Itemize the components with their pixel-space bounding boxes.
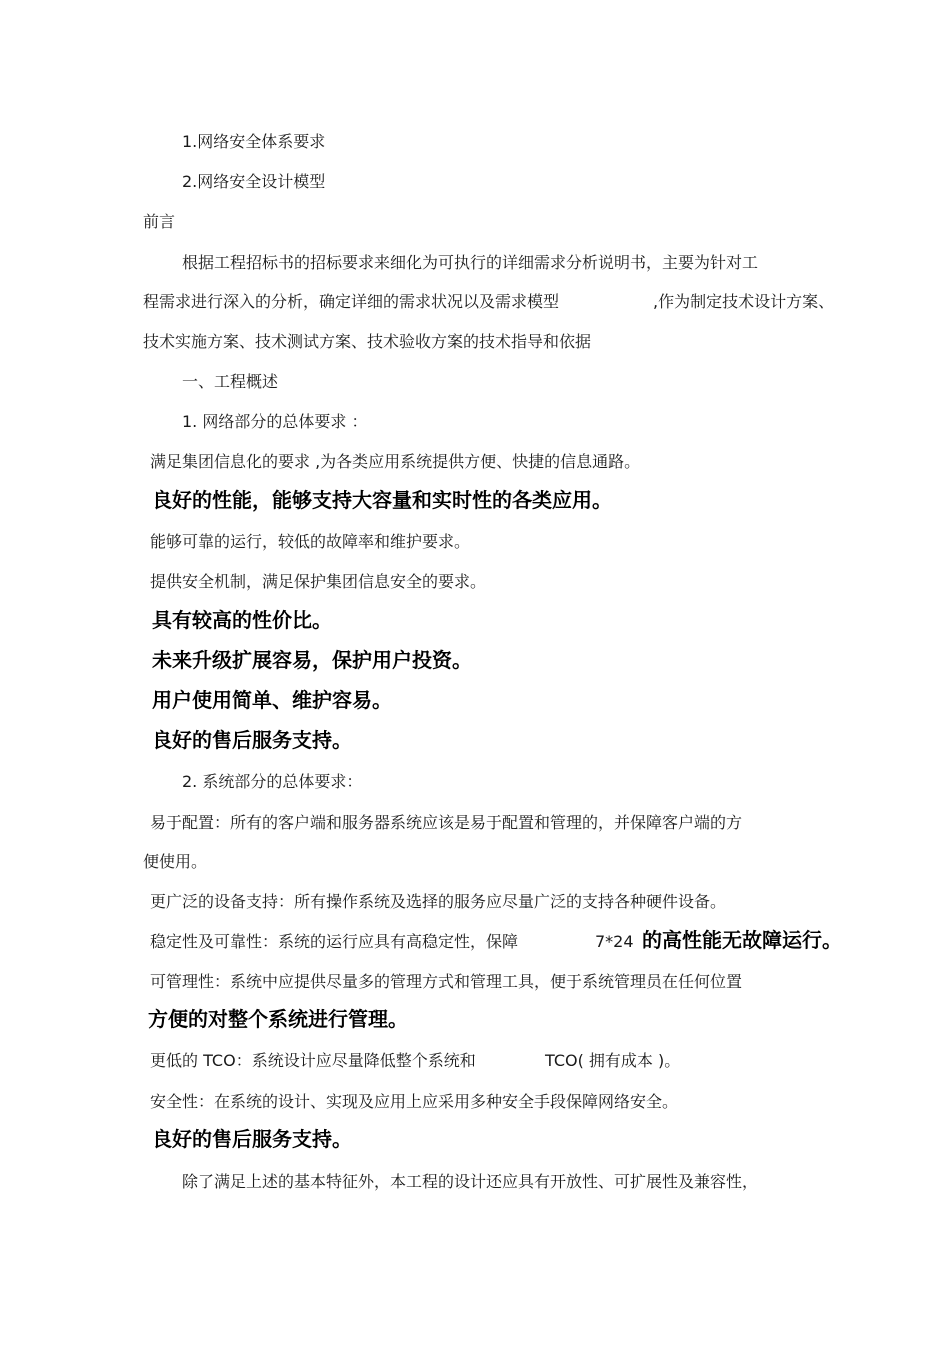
system-item-after-sales: 良好的售后服务支持。 [152,1127,352,1151]
toc-item-1: 1.网络安全体系要求 [182,132,326,151]
system-item-stability: 稳定性及可靠性：系统的运行应具有高稳定性，保障 [150,932,519,951]
system-item-manageability-line-1: 可管理性：系统中应提供尽量多的管理方式和管理工具，便于系统管理员在任何位置 [150,972,743,991]
preface-paragraph-line-3: 技术实施方案、技术测试方案、技术验收方案的技术指导和依据 [143,332,592,351]
network-item: 用户使用简单、维护容易。 [152,688,392,712]
system-item-security: 安全性：在系统的设计、实现及应用上应采用多种安全手段保障网络安全。 [150,1092,679,1111]
system-item-tco-tail: TCO( 拥有成本 )。 [545,1051,681,1070]
network-item: 能够可靠的运行，较低的故障率和维护要求。 [150,532,471,551]
system-item-manageability-line-2: 方便的对整个系统进行管理。 [148,1007,408,1031]
system-item-tco: 更低的 TCO：系统设计应尽量降低整个系统和 [150,1051,476,1070]
preface-heading: 前言 [143,212,176,231]
system-item-stability-hours: 7*24 [595,932,634,951]
network-item: 良好的性能，能够支持大容量和实时性的各类应用。 [152,488,612,512]
network-item: 具有较高的性价比。 [152,608,332,632]
network-item: 未来升级扩展容易，保护用户投资。 [152,648,472,672]
preface-paragraph-line-1: 根据工程招标书的招标要求来细化为可执行的详细需求分析说明书，主要为针对工 [182,253,759,272]
network-item: 满足集团信息化的要求 ,为各类应用系统提供方便、快捷的信息通路。 [150,452,641,471]
system-item-device-support: 更广泛的设备支持：所有操作系统及选择的服务应尽量广泛的支持各种硬件设备。 [150,892,727,911]
closing-paragraph: 除了满足上述的基本特征外，本工程的设计还应具有开放性、可扩展性及兼容性， [182,1172,759,1191]
system-item-config-line-2: 便使用。 [143,852,208,871]
toc-item-2: 2.网络安全设计模型 [182,172,326,191]
system-item-config-line-1: 易于配置：所有的客户端和服务器系统应该是易于配置和管理的，并保障客户端的方 [150,813,743,832]
preface-paragraph-line-2: 程需求进行深入的分析，确定详细的需求状况以及需求模型 [143,292,560,311]
preface-paragraph-line-2-tail: ,作为制定技术设计方案、 [653,292,835,311]
system-item-stability-tail: 的高性能无故障运行。 [642,928,842,952]
system-requirements-heading: 2. 系统部分的总体要求： [182,772,363,791]
section-heading-overview: 一、工程概述 [182,372,279,391]
network-item: 良好的售后服务支持。 [152,728,352,752]
network-requirements-heading: 1. 网络部分的总体要求 ： [182,412,368,431]
network-item: 提供安全机制，满足保护集团信息安全的要求。 [150,572,487,591]
